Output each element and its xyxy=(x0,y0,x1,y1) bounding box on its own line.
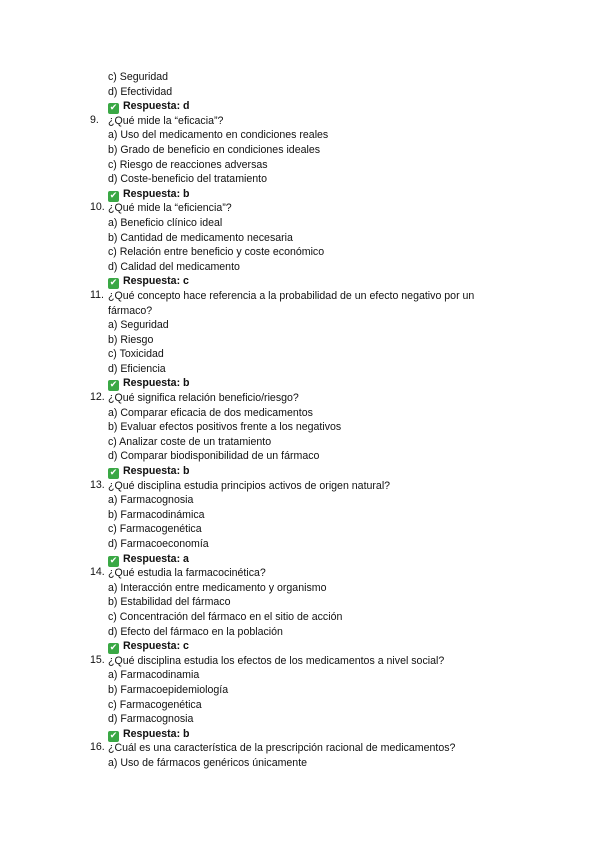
option-line: c) Seguridad xyxy=(108,71,169,83)
option-line: b) Evaluar efectos positivos frente a los negativos xyxy=(108,421,342,434)
option-line: b) Farmacoepidemiología xyxy=(108,683,229,696)
check-mark-icon: ✔ xyxy=(109,190,118,201)
answer-line xyxy=(0,552,600,567)
question-9 xyxy=(0,114,600,129)
question-16 xyxy=(0,741,600,756)
question-text: ¿Qué mide la “eficacia”? xyxy=(108,114,224,127)
check-mark-icon: ✔ xyxy=(109,643,118,654)
option-line: a) Uso del medicamento en condiciones reales xyxy=(108,129,329,142)
question-text: ¿Qué significa relación beneficio/riesgo? xyxy=(108,392,299,405)
answer-line xyxy=(0,376,600,391)
question-text: ¿Qué mide la “eficiencia”? xyxy=(108,202,232,215)
question-text: ¿Qué disciplina estudia los efectos de los medicamentos a nivel social? xyxy=(108,654,445,667)
option-line: d) Comparar biodisponibilidad de un fármaco xyxy=(108,450,320,463)
option-line: a) Farmacodinamia xyxy=(108,669,200,682)
question-number: 15. xyxy=(90,653,105,666)
option-line: a) Beneficio clínico ideal xyxy=(108,216,223,229)
option-line: d) Coste-beneficio del tratamiento xyxy=(108,173,267,186)
question-14 xyxy=(0,566,600,581)
question-10 xyxy=(0,201,600,216)
option-line: c) Riesgo de reacciones adversas xyxy=(108,158,268,171)
answer-line xyxy=(0,274,600,289)
option-line: a) Seguridad xyxy=(108,319,169,332)
option-line: a) Farmacognosia xyxy=(108,494,194,507)
question-number: 14. xyxy=(90,566,105,579)
question-number: 10. xyxy=(90,201,105,214)
option-line: d) Eficiencia xyxy=(108,362,166,375)
question-12 xyxy=(0,391,600,406)
option-line: a) Comparar eficacia de dos medicamentos xyxy=(108,406,313,419)
question-text: ¿Qué concepto hace referencia a la probabilidad de un efecto negativo por un fármaco? xyxy=(108,289,475,317)
answer-text: Respuesta: b xyxy=(123,377,190,390)
option-line: d) Efecto del fármaco en la población xyxy=(108,625,283,638)
check-mark-icon: ✔ xyxy=(109,380,118,391)
option-line: c) Farmacogenética xyxy=(108,523,202,536)
check-mark-icon: ✔ xyxy=(109,730,118,741)
option-line: b) Riesgo xyxy=(108,333,154,346)
question-number: 13. xyxy=(90,478,105,491)
answer-line xyxy=(0,187,600,202)
option-line: c) Toxicidad xyxy=(108,348,164,361)
answer-line xyxy=(0,464,600,479)
option-line: c) Farmacogenética xyxy=(108,698,202,711)
question-number: 9. xyxy=(90,113,99,126)
answer-text: Respuesta: b xyxy=(123,465,190,478)
option-line: d) Farmacognosia xyxy=(108,713,194,726)
option-line: a) Uso de fármacos genéricos únicamente xyxy=(108,756,308,769)
answer-text: Respuesta: c xyxy=(123,640,189,653)
question-15 xyxy=(0,654,600,669)
check-mark-icon: ✔ xyxy=(109,278,118,289)
answer-text: Respuesta: c xyxy=(123,275,189,288)
check-mark-icon: ✔ xyxy=(109,103,118,114)
answer-text: Respuesta: b xyxy=(123,727,190,740)
answer-line xyxy=(0,639,600,654)
option-line: b) Cantidad de medicamento necesaria xyxy=(108,231,293,244)
option-line: d) Calidad del medicamento xyxy=(108,260,240,273)
question-number: 16. xyxy=(90,741,105,754)
question-text: ¿Cuál es una característica de la prescripción racional de medicamentos? xyxy=(108,742,456,755)
option-line: b) Estabilidad del fármaco xyxy=(108,596,231,609)
answer-line xyxy=(0,727,600,742)
question-text: ¿Qué disciplina estudia principios activos de origen natural? xyxy=(108,479,391,492)
check-mark-icon: ✔ xyxy=(109,555,118,566)
option-line: b) Farmacodinámica xyxy=(108,508,205,521)
option-line: b) Grado de beneficio en condiciones ideales xyxy=(108,143,321,156)
option-line: c) Concentración del fármaco en el sitio de acción xyxy=(108,610,343,623)
question-number: 12. xyxy=(90,391,105,404)
check-mark-icon: ✔ xyxy=(109,468,118,479)
question-number: 11. xyxy=(90,288,104,301)
document-page xyxy=(0,70,600,771)
answer-text: Respuesta: d xyxy=(123,100,190,113)
answer-line xyxy=(0,99,600,114)
question-text: ¿Qué estudia la farmacocinética? xyxy=(108,567,266,580)
option-line: a) Interacción entre medicamento y organismo xyxy=(108,581,327,594)
option-line: c) Analizar coste de un tratamiento xyxy=(108,435,272,448)
answer-text: Respuesta: b xyxy=(123,187,190,200)
answer-text: Respuesta: a xyxy=(123,552,189,565)
question-11 xyxy=(0,289,600,318)
option-line: c) Relación entre beneficio y coste económico xyxy=(108,246,325,259)
option-line: d) Farmacoeconomía xyxy=(108,538,209,550)
question-13 xyxy=(0,479,600,494)
option-line: d) Efectividad xyxy=(108,85,173,98)
